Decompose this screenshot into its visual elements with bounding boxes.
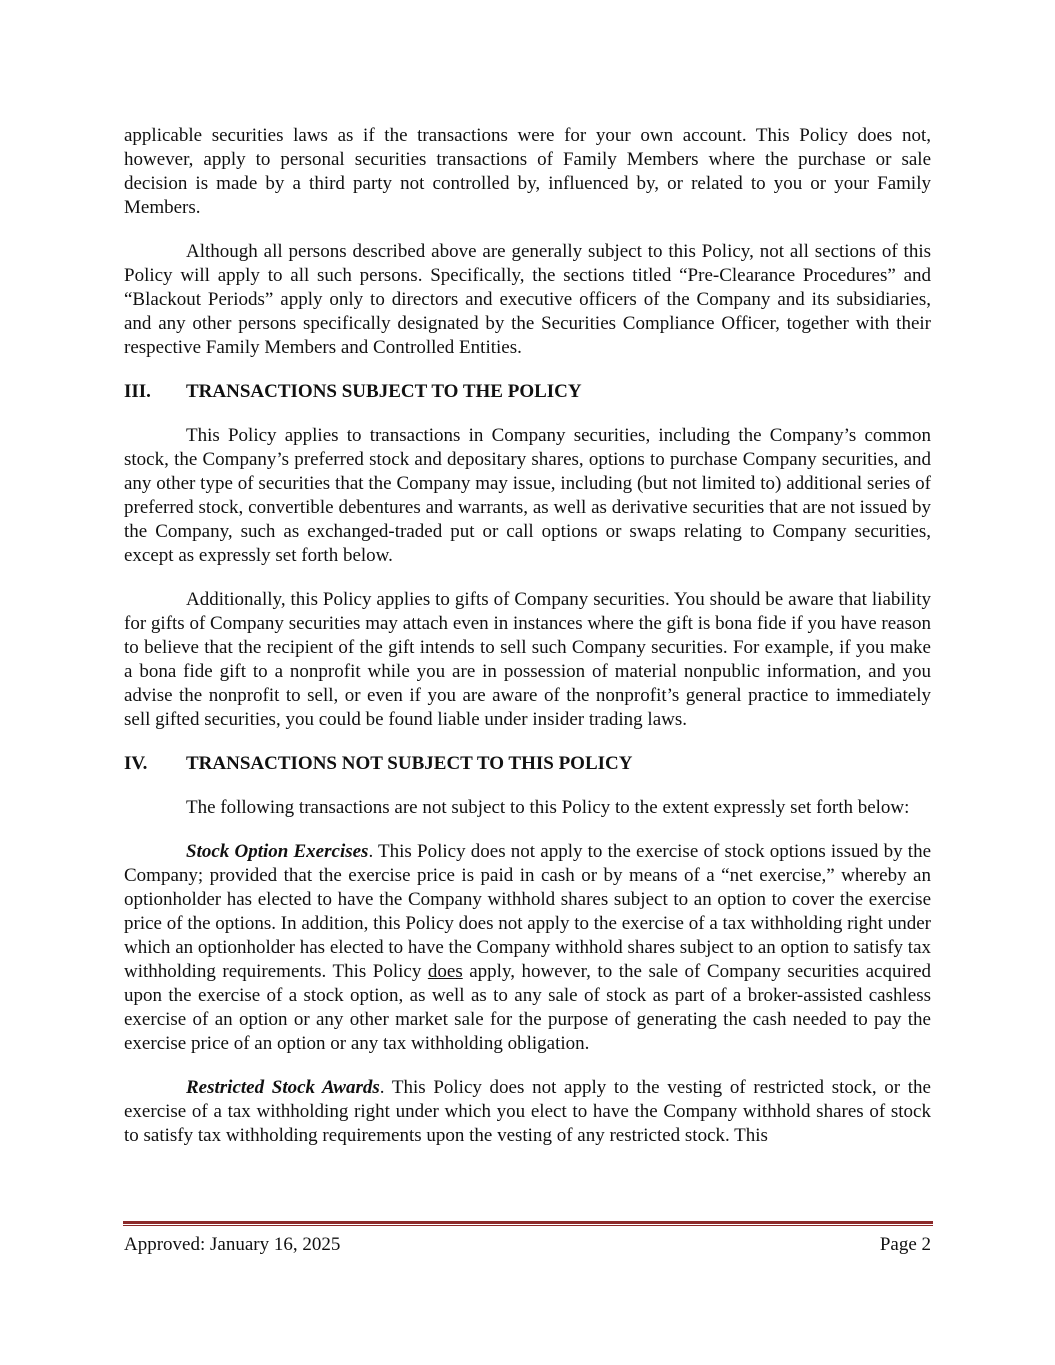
restricted-stock-awards-title: Restricted Stock Awards bbox=[186, 1077, 380, 1098]
stock-option-exercises-title: Stock Option Exercises bbox=[186, 841, 369, 862]
stock-option-underlined-word: does bbox=[427, 961, 463, 982]
section-3-number: III. bbox=[124, 381, 151, 402]
section-4-paragraph-1: The following transactions are not subject to this Policy to the extent expressly set forth below: bbox=[186, 797, 910, 818]
section-4-heading bbox=[124, 752, 931, 776]
stock-option-exercises-paragraph bbox=[124, 840, 931, 1056]
intro-paragraph-2: Although all persons described above are generally subject to this Policy, not all sections of this Policy will apply to all such persons. Specifically, the sections titled “Pre-Clearance Procedures” and “Blackout Periods” apply only to directors and executive officers of the Company and its subsidiaries, and any other persons specifically designated by the Securities Compliance Officer, together with their respective Family Members and Controlled Entities. bbox=[124, 241, 931, 358]
approval-date: Approved: January 16, 2025 bbox=[124, 1234, 341, 1255]
section-3-title: TRANSACTIONS SUBJECT TO THE POLICY bbox=[186, 381, 582, 402]
page-footer bbox=[124, 1233, 931, 1257]
section-3-paragraph-1: This Policy applies to transactions in Company securities, including the Company’s common stock, the Company’s preferred stock and depositary shares, options to purchase Company securities, and any other type of securities that the Company may issue, including (but not limited to) additional series of preferred stock, convertible debentures and warrants, as well as derivative securities that are not issued by the Company, such as exchanged-traded put or call options or swaps relating to Company securities, except as expressly set forth below. bbox=[124, 425, 931, 566]
intro-paragraph-1: applicable securities laws as if the transactions were for your own account. This Policy does not, however, apply to personal securities transactions of Family Members where the purchase or sale decision is made by a third party not controlled by, influenced by, or related to you or your Family Members. bbox=[124, 125, 931, 218]
footer-divider bbox=[123, 1221, 933, 1226]
restricted-stock-awards-paragraph bbox=[124, 1076, 931, 1148]
section-3-paragraph-2: Additionally, this Policy applies to gifts of Company securities. You should be aware that liability for gifts of Company securities may attach even in instances where the gift is bona fide if you have reason to believe that the recipient of the gift intends to sell such Company securities. For example, if you make a bona fide gift to a nonprofit while you are in possession of material nonpublic information, and you advise the nonprofit to sell, or even if you are aware of the nonprofit’s general practice to immediately sell gifted securities, you could be found liable under insider trading laws. bbox=[124, 589, 931, 730]
section-3-heading bbox=[124, 380, 931, 404]
section-4-number: IV. bbox=[124, 753, 148, 774]
page-number: Page 2 bbox=[879, 1234, 931, 1255]
stock-option-text-a: . This Policy does not apply to the exercise of stock options issued by the Company; provided that the exercise price is paid in cash or by means of a “net exercise,” whereby an optionholder has elected to have the Company withhold shares subject to an option to cover the exercise price of the options. In addition, this Policy does not apply to the exercise of a tax withholding right under which an optionholder has elected to have the Company withhold shares subject to an option to satisfy tax withholding requirements. This Policy bbox=[124, 841, 931, 982]
section-4-title: TRANSACTIONS NOT SUBJECT TO THIS POLICY bbox=[186, 753, 633, 774]
document-page bbox=[124, 124, 931, 1148]
stock-option-text-b: apply, however, to the sale of Company securities acquired upon the exercise of a stock option, as well as to any sale of stock as part of a broker-assisted cashless exercise of an option or any other market sale for the purpose of generating the cash needed to pay the exercise price of an option or any tax withholding obligation. bbox=[124, 961, 932, 1054]
restricted-stock-text: . This Policy does not apply to the vesting of restricted stock, or the exercise of a tax withholding right under which you elect to have the Company withhold shares of stock to satisfy tax withholding requirements upon the vesting of any restricted stock. This bbox=[124, 1077, 931, 1146]
